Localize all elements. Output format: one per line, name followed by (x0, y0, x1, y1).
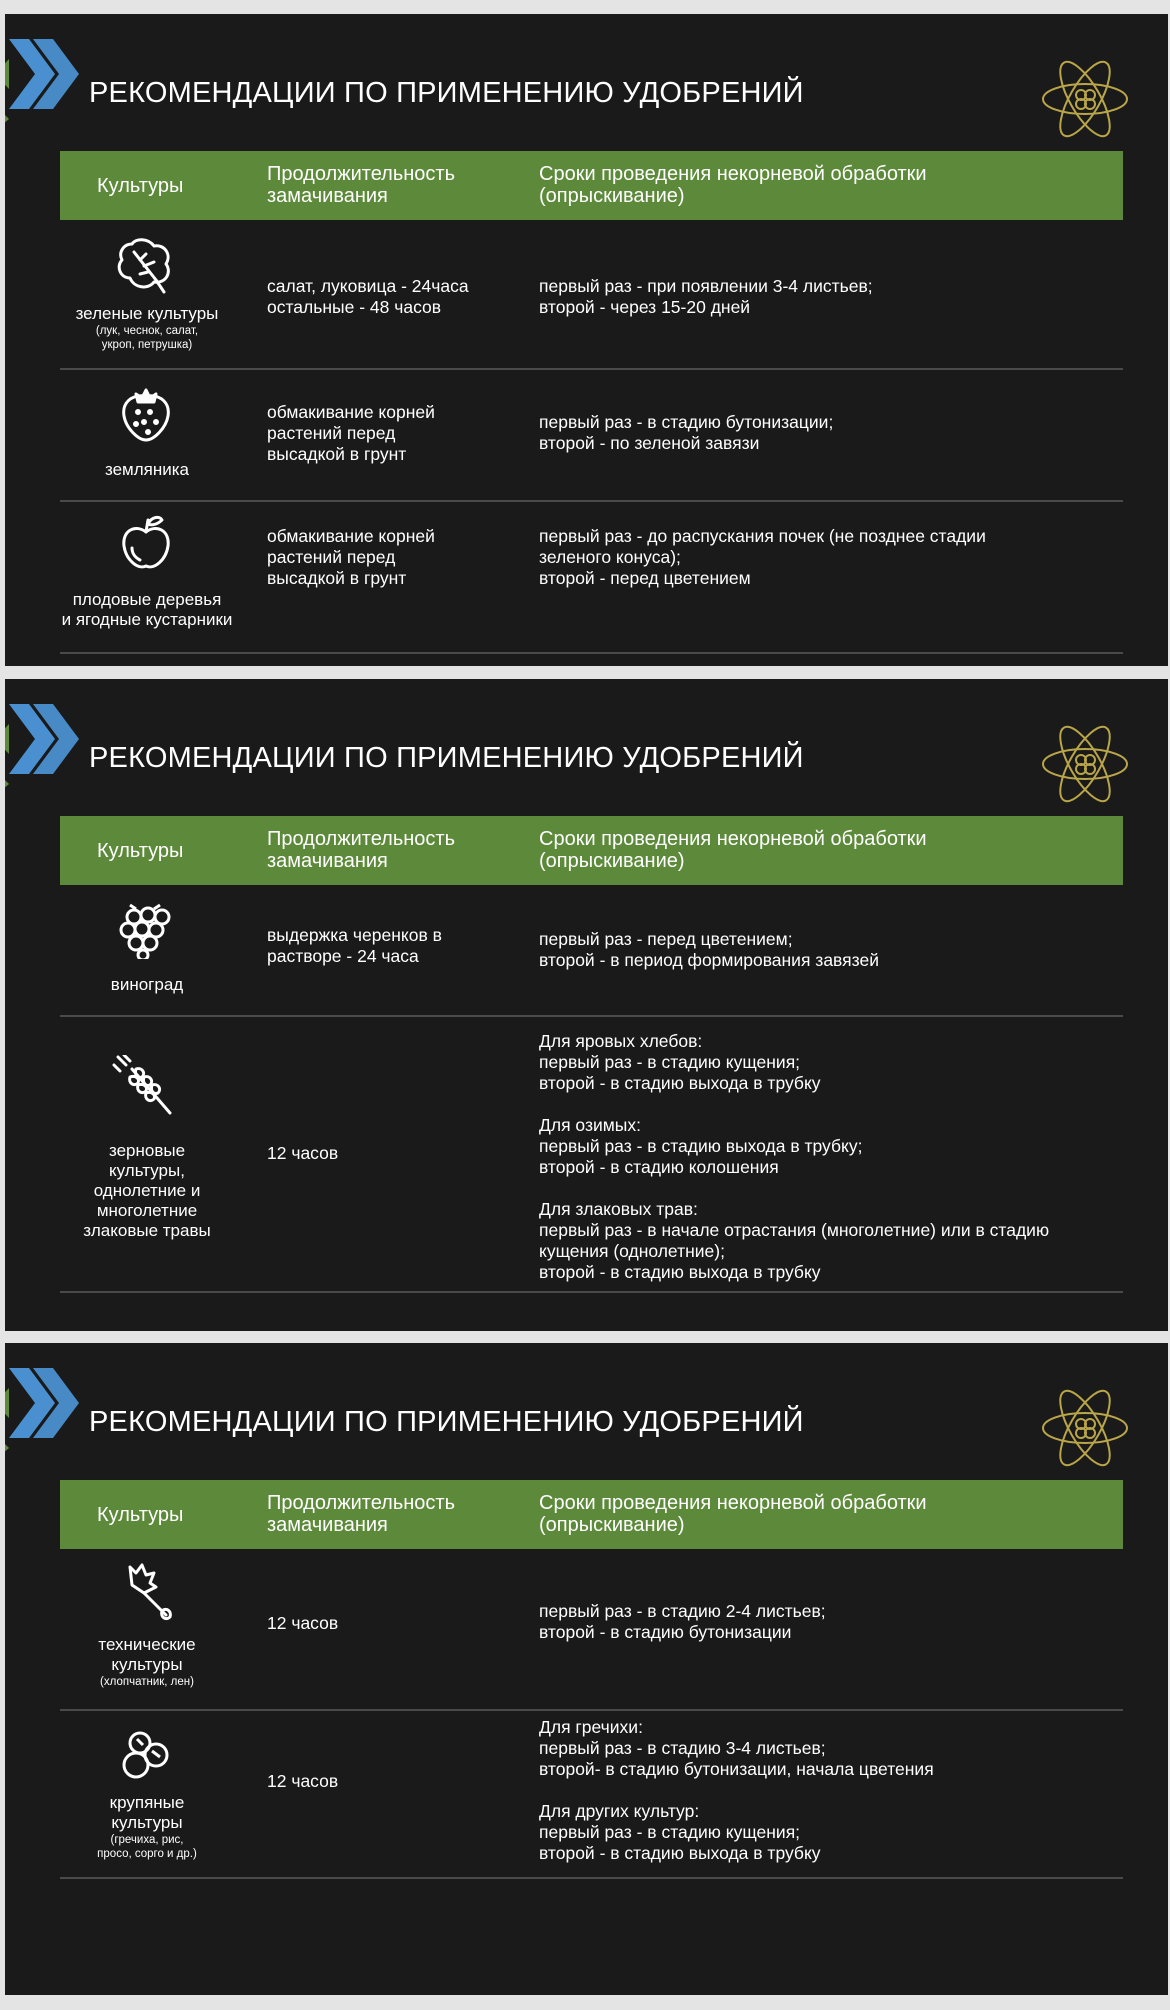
header-spray-terms: Сроки проведения некорневой обработки (опрыскивание) (539, 828, 927, 872)
soak-duration: 12 часов (267, 1771, 339, 1791)
soak-duration: салат, луковица - 24часа остальные - 48 часов (267, 276, 469, 317)
spray-terms: Для гречихи: первый раз - в стадию 3-4 листьев; второй- в стадию бутонизации, начала цветения Для других культур: первый раз - в стадию кущения; второй - в стадию выхода в трубку (539, 1717, 934, 1863)
grapes-icon (110, 899, 182, 959)
header-soak-duration: Продолжительность замачивания (267, 828, 455, 872)
header-crops: Культуры (97, 1504, 184, 1526)
table-row (60, 1549, 1123, 1711)
soak-duration: 12 часов (267, 1613, 339, 1633)
table-header (60, 816, 1123, 885)
header-spray-terms: Сроки проведения некорневой обработки (опрыскивание) (539, 163, 927, 207)
spray-terms: первый раз - до распускания почек (не позднее стадии зеленого конуса); второй - перед цветением (539, 526, 986, 588)
slide-title: РЕКОМЕНДАЦИИ ПО ПРИМЕНЕНИЮ УДОБРЕНИЙ (89, 742, 804, 774)
table-row (60, 220, 1123, 370)
crop-name: виноград (110, 975, 184, 994)
slide-2 (5, 679, 1168, 1331)
soak-duration: обмакивание корней растений перед высадкой в грунт (267, 402, 435, 464)
header-spray-terms: Сроки проведения некорневой обработки (опрыскивание) (539, 1492, 927, 1536)
atom-logo-icon (1040, 54, 1130, 144)
crop-name: зерновые культуры, однолетние и многолетние злаковые травы (83, 1141, 211, 1240)
atom-logo-icon (1040, 719, 1130, 809)
header-crops: Культуры (97, 840, 184, 862)
grain-balls-icon (110, 1725, 182, 1785)
table-header (60, 1480, 1123, 1549)
atom-logo-icon (1040, 1383, 1130, 1473)
table-row (60, 370, 1123, 502)
soak-duration: выдержка черенков в растворе - 24 часа (267, 925, 442, 966)
crop-name: технические культуры (хлопчатник, лен) (98, 1635, 196, 1688)
soak-duration: 12 часов (267, 1143, 339, 1163)
chevron-logo-icon (5, 1348, 85, 1458)
table-row (60, 1711, 1123, 1879)
cotton-plant-icon (110, 1561, 182, 1621)
slide-title: РЕКОМЕНДАЦИИ ПО ПРИМЕНЕНИЮ УДОБРЕНИЙ (89, 77, 804, 109)
table-header (60, 151, 1123, 220)
header-soak-duration: Продолжительность замачивания (267, 163, 455, 207)
slide-3 (5, 1343, 1168, 1995)
chevron-logo-icon (5, 684, 85, 794)
apple-icon (110, 512, 182, 572)
wheat-icon (110, 1055, 182, 1115)
crop-name: плодовые деревья и ягодные кустарники (61, 590, 233, 629)
table-row (60, 502, 1123, 654)
table-row (60, 1017, 1123, 1293)
crop-name: зеленые культуры (лук, чеснок, салат, укроп, петрушка) (75, 304, 219, 351)
spray-terms: первый раз - в стадию 2-4 листьев; второй - в стадию бутонизации (539, 1601, 826, 1642)
spray-terms: первый раз - при появлении 3-4 листьев; второй - через 15-20 дней (539, 276, 873, 317)
spray-terms: Для яровых хлебов: первый раз - в стадию кущения; второй - в стадию выхода в трубку Для озимых: первый раз - в стадию выхода в трубку; второй - в стадию колошения Для злаковых трав: первый раз - в начале отрастания (многолетние) или в стадию кущения (однолетние); второй - в стадию выхода в трубку (539, 1031, 1050, 1282)
chevron-logo-icon (5, 19, 85, 129)
slide-1 (5, 14, 1168, 666)
slide-title: РЕКОМЕНДАЦИИ ПО ПРИМЕНЕНИЮ УДОБРЕНИЙ (89, 1406, 804, 1438)
header-soak-duration: Продолжительность замачивания (267, 1492, 455, 1536)
lettuce-leaf-icon (110, 236, 182, 296)
spray-terms: первый раз - в стадию бутонизации; второй - по зеленой завязи (539, 412, 834, 453)
soak-duration: обмакивание корней растений перед высадкой в грунт (267, 526, 435, 588)
header-crops: Культуры (97, 175, 184, 197)
spray-terms: первый раз - перед цветением; второй - в период формирования завязей (539, 929, 879, 970)
table-row (60, 885, 1123, 1017)
crop-name: крупяные культуры (гречиха, рис, просо, сорго и др.) (97, 1793, 197, 1860)
strawberry-icon (110, 382, 182, 442)
crop-name: земляника (104, 460, 190, 479)
